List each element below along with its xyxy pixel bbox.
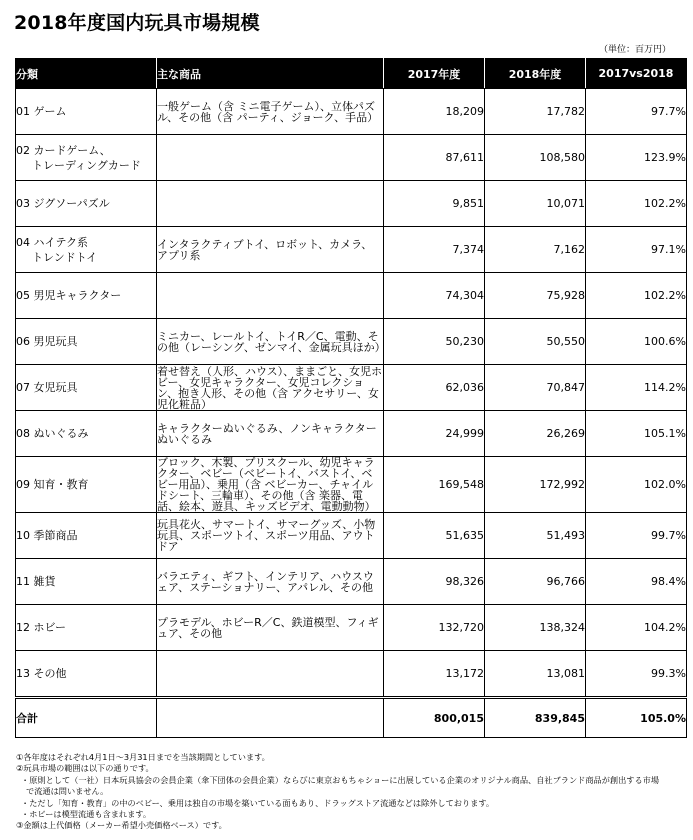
header-2017: 2017年度 — [384, 59, 485, 89]
table-row — [16, 605, 687, 651]
table-row — [16, 559, 687, 605]
category-name: 03 ジグソーパズル — [16, 197, 110, 210]
category-cell — [16, 651, 157, 698]
value-2017-cell: 51,635 — [384, 513, 485, 559]
note-3: ・原則として（一社）日本玩具協会の会員企業（傘下団体の会員企業）ならびに東京おもちゃショーに出展している企業のオリジナル商品、自社ブランド商品が創出する市場 — [21, 774, 660, 785]
products-cell: ブロック、木製、プリスクール、幼児キャラクター、ベビー（ベビートイ、バストイ、ベビー用品）、乗用（含 ベビーカー、チャイルドシート、三輪車）、その他（含 楽器、電話、絵本、遊具、キッズビデオ、電動動物） — [157, 457, 384, 513]
value-2018-cell: 50,550 — [485, 319, 586, 365]
ratio-cell: 114.2% — [586, 365, 687, 411]
category-cell — [16, 605, 157, 651]
value-2018-cell: 96,766 — [485, 559, 586, 605]
ratio-cell: 100.6% — [586, 319, 687, 365]
category-name: 10 季節商品 — [16, 529, 78, 542]
value-2018-cell: 26,269 — [485, 411, 586, 457]
category-name: 08 ぬいぐるみ — [16, 427, 89, 440]
ratio-cell: 105.1% — [586, 411, 687, 457]
category-name: 13 その他 — [16, 667, 67, 680]
products-cell — [157, 651, 384, 698]
total-products — [157, 698, 384, 738]
value-2017-cell: 74,304 — [384, 273, 485, 319]
category-cell — [16, 559, 157, 605]
category-name: 12 ホビー — [16, 621, 67, 634]
value-2017-cell: 9,851 — [384, 181, 485, 227]
table-row — [16, 651, 687, 698]
value-2017-cell: 132,720 — [384, 605, 485, 651]
note-7: ③金額は上代価格（メーカー希望小売価格ベース）です。 — [16, 820, 227, 831]
table-row — [16, 227, 687, 273]
products-cell: キャラクターぬいぐるみ、ノンキャラクターぬいぐるみ — [157, 411, 384, 457]
ratio-cell: 99.3% — [586, 651, 687, 698]
note-5: ・ただし「知育・教育」の中のベビー、乗用は独自の市場を築いている面もあり、ドラッグストア流通などは除外しております。 — [21, 797, 495, 808]
table-row — [16, 411, 687, 457]
table-row — [16, 273, 687, 319]
products-cell — [157, 181, 384, 227]
category-name: 02 カードゲーム、 — [16, 143, 111, 157]
table-header-row — [16, 59, 687, 89]
value-2017-cell: 98,326 — [384, 559, 485, 605]
footnotes — [16, 752, 686, 832]
value-2018-cell: 172,992 — [485, 457, 586, 513]
category-cell — [16, 513, 157, 559]
value-2018-cell: 51,493 — [485, 513, 586, 559]
category-cell — [16, 273, 157, 319]
category-cell — [16, 135, 157, 181]
note-1: ①各年度はそれぞれ4月1日～3月31日までを当該期間としています。 — [16, 752, 270, 762]
header-ratio: 2017vs2018 — [586, 59, 687, 89]
total-row — [16, 698, 687, 738]
category-name: 05 男児キャラクター — [16, 289, 122, 302]
value-2017-cell: 87,611 — [384, 135, 485, 181]
category-cell — [16, 365, 157, 411]
table-row — [16, 181, 687, 227]
category-cell — [16, 319, 157, 365]
products-cell — [157, 273, 384, 319]
products-cell: 着せ替え（人形、ハウス）、ままごと、女児ホビー、女児キャラクター、女児コレクション、抱き人形、その他（含 アクセサリー、女児化粧品） — [157, 364, 383, 411]
total-2018: 839,845 — [485, 698, 586, 738]
table-row — [16, 135, 687, 181]
value-2018-cell: 70,847 — [485, 365, 586, 411]
value-2018-cell: 17,782 — [485, 89, 586, 135]
header-2018: 2018年度 — [485, 59, 586, 89]
total-label: 合計 — [16, 698, 157, 738]
ratio-cell: 97.1% — [586, 227, 687, 273]
value-2018-cell: 13,081 — [485, 651, 586, 698]
value-2018-cell: 138,324 — [485, 605, 586, 651]
category-name: 11 雑貨 — [16, 575, 56, 588]
value-2017-cell: 18,209 — [384, 89, 485, 135]
category-name: 09 知育・教育 — [16, 478, 89, 491]
ratio-cell: 97.7% — [586, 89, 687, 135]
category-cell — [16, 411, 157, 457]
value-2018-cell: 75,928 — [485, 273, 586, 319]
ratio-cell: 104.2% — [586, 605, 687, 651]
total-2017: 800,015 — [384, 698, 485, 738]
category-name-line2: トレンドトイ — [32, 250, 98, 264]
category-cell — [16, 457, 157, 513]
table-row — [16, 513, 687, 559]
note-2: ②玩具市場の範囲は以下の通りです。 — [16, 763, 154, 774]
category-name: 06 男児玩具 — [16, 335, 78, 348]
ratio-cell: 102.0% — [586, 457, 687, 513]
value-2018-cell: 10,071 — [485, 181, 586, 227]
value-2017-cell: 50,230 — [384, 319, 485, 365]
ratio-cell: 99.7% — [586, 513, 687, 559]
ratio-cell: 98.4% — [586, 559, 687, 605]
products-cell: インタラクティブトイ、ロボット、カメラ、アプリ系 — [157, 227, 384, 273]
category-name: 04 ハイテク系 — [16, 235, 89, 249]
category-name: 01 ゲーム — [16, 105, 67, 118]
header-category: 分類 — [16, 59, 157, 89]
ratio-cell: 102.2% — [586, 181, 687, 227]
products-cell: ミニカー、レールトイ、トイR／C、電動、その他（レーシング、ゼンマイ、金属玩具ほか） — [157, 319, 384, 365]
value-2018-cell: 7,162 — [485, 227, 586, 273]
value-2017-cell: 24,999 — [384, 411, 485, 457]
products-cell — [157, 135, 384, 181]
market-size-table — [15, 58, 687, 738]
category-cell — [16, 89, 157, 135]
category-name-line2: トレーディングカード — [32, 158, 141, 172]
category-cell — [16, 227, 157, 273]
value-2017-cell: 62,036 — [384, 365, 485, 411]
products-cell: バラエティ、ギフト、インテリア、ハウスウェア、ステーショナリー、アパレル、その他 — [157, 559, 384, 605]
table-row — [16, 89, 687, 135]
ratio-cell: 102.2% — [586, 273, 687, 319]
category-cell — [16, 181, 157, 227]
table-row — [16, 319, 687, 365]
table-row — [16, 365, 687, 411]
note-6: ・ホビーは模型流通も含まれます。 — [21, 809, 152, 820]
note-4: で流通は問いません。 — [26, 786, 109, 797]
ratio-cell: 123.9% — [586, 135, 687, 181]
products-cell: 一般ゲーム（含 ミニ電子ゲーム）、立体パズル、その他（含 パーティ、ジョーク、手品） — [157, 89, 384, 135]
total-ratio: 105.0% — [586, 698, 687, 738]
value-2017-cell: 13,172 — [384, 651, 485, 698]
header-products: 主な商品 — [157, 59, 384, 89]
products-cell: 玩具花火、サマートイ、サマーグッズ、小物玩具、スポーツトイ、スポーツ用品、アウトドア — [157, 513, 384, 559]
products-cell: プラモデル、ホビーR／C、鉄道模型、フィギュア、その他 — [157, 605, 384, 651]
value-2018-cell: 108,580 — [485, 135, 586, 181]
unit-label: （単位：百万円） — [598, 45, 671, 55]
category-name: 07 女児玩具 — [16, 381, 78, 394]
value-2017-cell: 7,374 — [384, 227, 485, 273]
table-row — [16, 457, 687, 513]
value-2017-cell: 169,548 — [384, 457, 485, 513]
page-title: 2018年度国内玩具市場規模 — [14, 12, 260, 34]
